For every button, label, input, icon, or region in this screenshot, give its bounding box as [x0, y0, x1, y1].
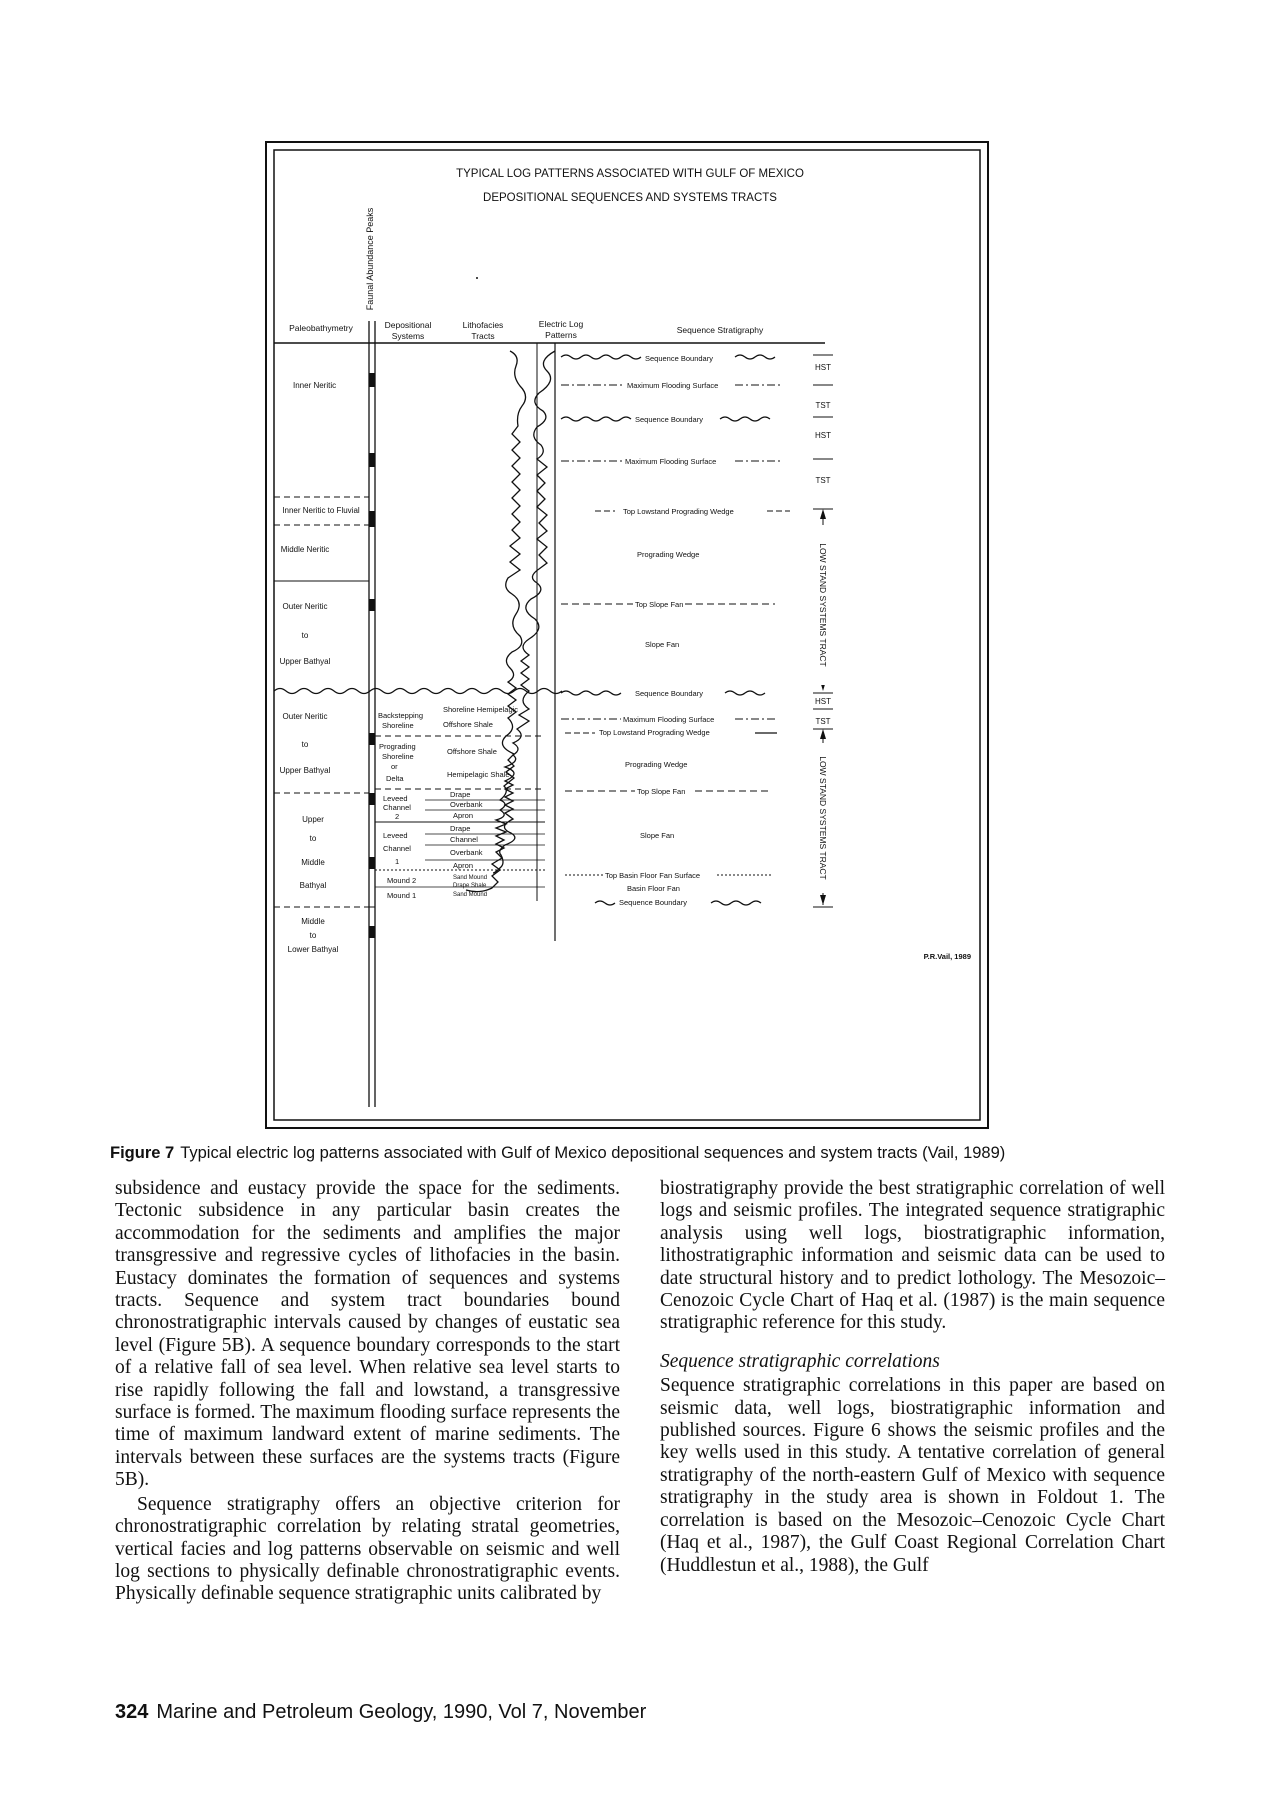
left-paragraph-1: subsidence and eustacy provide the space for the sediments. Tectonic subsidence in any particular basin creates the accommodation for the sediments and amplifies the major transgressive and regressive cycles of lithofacies in the basin. Eustacy dominates the formation of sequences and systems tracts. Sequence and system tract boundaries bound chronostratigraphic intervals caused by changes of eustatic sea level (Figure 5B). A sequence boundary corresponds to the start of a relative fall of sea level. When relative sea level starts to rise rapidly following the fall and lowstand, a transgressive surface is formed. The maximum flooding surface represents the time of maximum landward extent of marine sediments. The intervals between these surfaces are the systems tracts (Figure 5B). — [115, 1178, 620, 1491]
paleo-to-a: to — [301, 631, 309, 640]
faunal-abundance-label: Faunal Abundance Peaks — [365, 207, 375, 311]
litho-apron-2: Apron — [453, 861, 474, 870]
tract-lst1: LOW STAND SYSTEMS TRACT — [818, 543, 828, 667]
litho-sand-mound: Sand Mound — [453, 875, 488, 881]
seq-mfs3: Maximum Flooding Surface — [623, 715, 715, 724]
header-sequence-stratigraphy: Sequence Stratigraphy — [676, 325, 764, 335]
header-electric-2: Patterns — [545, 330, 577, 340]
litho-offshore-shale-1: Offshore Shale — [443, 720, 493, 729]
dep-leveed2-2: Channel — [383, 803, 411, 812]
caption-label: Figure 7 — [110, 1144, 175, 1162]
journal-citation: Marine and Petroleum Geology, 1990, Vol 7, November — [156, 1701, 647, 1723]
litho-overbank-2: Overbank — [450, 848, 483, 857]
paleo-to-c: to — [309, 834, 317, 843]
seq-top-lowstand-2: Top Lowstand Prograding Wedge — [599, 728, 710, 737]
seq-sb1: Sequence Boundary — [645, 354, 713, 363]
figure-7-log-patterns — [265, 141, 993, 1133]
section-heading: Sequence stratigraphic correlations — [660, 1350, 940, 1372]
right-paragraph-2: Sequence stratigraphic correlations in this paper are based on seismic data, well logs, biostratigraphic information and published sources. Figure 6 shows the seismic profiles and the key wells used in this study. A tentative correlation of general stratigraphy of the north-eastern Gulf of Mexico with sequence stratigraphy in the study area is shown in Foldout 1. The correlation is based on the Mesozoic–Cenozoic Cycle Chart (Haq et al., 1987), the Gulf Coast Regional Correlation Chart (Huddlestun et al., 1988), the Gulf — [660, 1375, 1165, 1576]
seq-sb4: Sequence Boundary — [619, 898, 687, 907]
paleo-outer-neritic-b: Outer Neritic — [282, 712, 328, 721]
dep-prograding-1: Prograding — [379, 742, 416, 751]
tract-hst3: HST — [815, 697, 831, 706]
page-number: 324 — [115, 1701, 149, 1723]
paleo-outer-neritic-a: Outer Neritic — [282, 602, 328, 611]
header-depositional-2: Systems — [391, 331, 425, 341]
body-column-left — [115, 1178, 620, 1606]
litho-hemipelagic-shale: Hemipelagic Shale — [447, 770, 510, 779]
seq-mfs1: Maximum Flooding Surface — [627, 381, 719, 390]
paleo-bathyal: Bathyal — [299, 881, 327, 890]
litho-drape-1: Drape — [450, 790, 471, 799]
caption-text: Typical electric log patterns associated with Gulf of Mexico depositional sequences and system tracts (Vail, 1989) — [180, 1144, 1006, 1162]
litho-channel: Channel — [450, 835, 478, 844]
tract-hst1: HST — [815, 363, 831, 372]
figure-credit: P.R.Vail, 1989 — [923, 952, 971, 961]
litho-offshore-shale-2: Offshore Shale — [447, 747, 497, 756]
dep-mound2: Mound 2 — [387, 876, 417, 885]
seq-sb3: Sequence Boundary — [635, 689, 703, 698]
dep-leveed1-2: Channel — [383, 844, 411, 853]
seq-slope-fan-2: Slope Fan — [640, 831, 675, 840]
paleo-lower-bathyal: Lower Bathyal — [287, 945, 339, 954]
litho-drape-2: Drape — [450, 824, 471, 833]
header-depositional-1: Depositional — [384, 320, 432, 330]
left-paragraph-2: Sequence stratigraphy offers an objective criterion for chronostratigraphic correlation by relating stratal geometries, vertical facies and log patterns observable on seismic and well log sections to physically definable chronostratigraphic events. Physically definable sequence stratigraphic units calibrated by — [115, 1493, 620, 1605]
paleo-middle-neritic: Middle Neritic — [280, 545, 330, 554]
tract-tst2: TST — [815, 476, 831, 485]
litho-sand-mound-2: Sand Mound — [453, 892, 488, 898]
right-paragraph-1: biostratigraphy provide the best stratigraphic correlation of well logs and seismic profiles. The integrated sequence stratigraphic analysis using well logs, biostratigraphic information, lithostratigraphic information and seismic data can be used to date structural history and to predict lothology. The Mesozoic–Cenozoic Cycle Chart of Haq et al. (1987) is the main sequence stratigraphic reference for this study. — [660, 1178, 1165, 1334]
seq-sb2: Sequence Boundary — [635, 415, 703, 424]
header-paleobathymetry: Paleobathymetry — [289, 323, 353, 333]
page-footer — [115, 1701, 646, 1724]
seq-slope-fan-1: Slope Fan — [645, 640, 680, 649]
paleo-to-d: to — [309, 931, 317, 940]
header-lithofacies-1: Lithofacies — [462, 320, 504, 330]
seq-top-slope-fan-2: Top Slope Fan — [637, 787, 686, 796]
paleo-middle: Middle — [301, 858, 325, 867]
dep-leveed2-1: Leveed — [383, 794, 408, 803]
dep-prograding-3: or — [391, 762, 398, 771]
dep-mound1: Mound 1 — [387, 891, 417, 900]
electric-log-sp-trace — [466, 351, 526, 892]
tract-lst2: LOW STAND SYSTEMS TRACT — [818, 756, 828, 880]
electric-log-resistivity-trace — [493, 351, 555, 873]
seq-basin-floor-fan: Basin Floor Fan — [627, 884, 680, 893]
seq-prograding-wedge-2: Prograding Wedge — [625, 760, 688, 769]
dep-backstepping-1: Backstepping — [378, 711, 424, 720]
tract-tst1: TST — [815, 401, 831, 410]
figure-title-line1: TYPICAL LOG PATTERNS ASSOCIATED WITH GULF OF MEXICO — [456, 168, 804, 180]
tract-tst3: TST — [815, 717, 831, 726]
paleo-inner-neritic: Inner Neritic — [293, 381, 337, 390]
dep-prograding-4: Delta — [386, 774, 404, 783]
litho-drape-shale: Drape Shale — [453, 883, 487, 889]
header-electric-1: Electric Log — [538, 319, 584, 329]
dep-prograding-2: Shoreline — [382, 752, 414, 761]
figure-title-line2: DEPOSITIONAL SEQUENCES AND SYSTEMS TRACTS — [483, 192, 777, 204]
paleo-inner-fluvial: Inner Neritic to Fluvial — [282, 506, 360, 515]
litho-overbank-1: Overbank — [450, 800, 483, 809]
header-lithofacies-2: Tracts — [471, 331, 495, 341]
tract-hst2: HST — [815, 431, 831, 440]
dep-leveed2-3: 2 — [395, 812, 400, 821]
figure-caption — [110, 1144, 1190, 1163]
paleo-middle-2: Middle — [301, 917, 325, 926]
seq-prograding-wedge-1: Prograding Wedge — [637, 550, 700, 559]
seq-top-lowstand: Top Lowstand Prograding Wedge — [623, 507, 734, 516]
litho-apron-1: Apron — [453, 811, 474, 820]
seq-top-slope-fan-1: Top Slope Fan — [635, 600, 684, 609]
dep-leveed1-3: 1 — [395, 857, 400, 866]
paleo-upper: Upper — [302, 815, 324, 824]
dep-backstepping-2: Shoreline — [382, 721, 414, 730]
dep-leveed1-1: Leveed — [383, 831, 408, 840]
paleo-to-b: to — [301, 740, 309, 749]
paleo-upper-bathyal-a: Upper Bathyal — [279, 657, 331, 666]
body-column-right — [660, 1178, 1165, 1577]
paleo-upper-bathyal-b: Upper Bathyal — [279, 766, 331, 775]
seq-mfs2: Maximum Flooding Surface — [625, 457, 717, 466]
seq-top-basin-floor: Top Basin Floor Fan Surface — [605, 871, 701, 880]
litho-shoreline-hemipelagic: Shoreline Hemipelagic — [443, 705, 519, 714]
